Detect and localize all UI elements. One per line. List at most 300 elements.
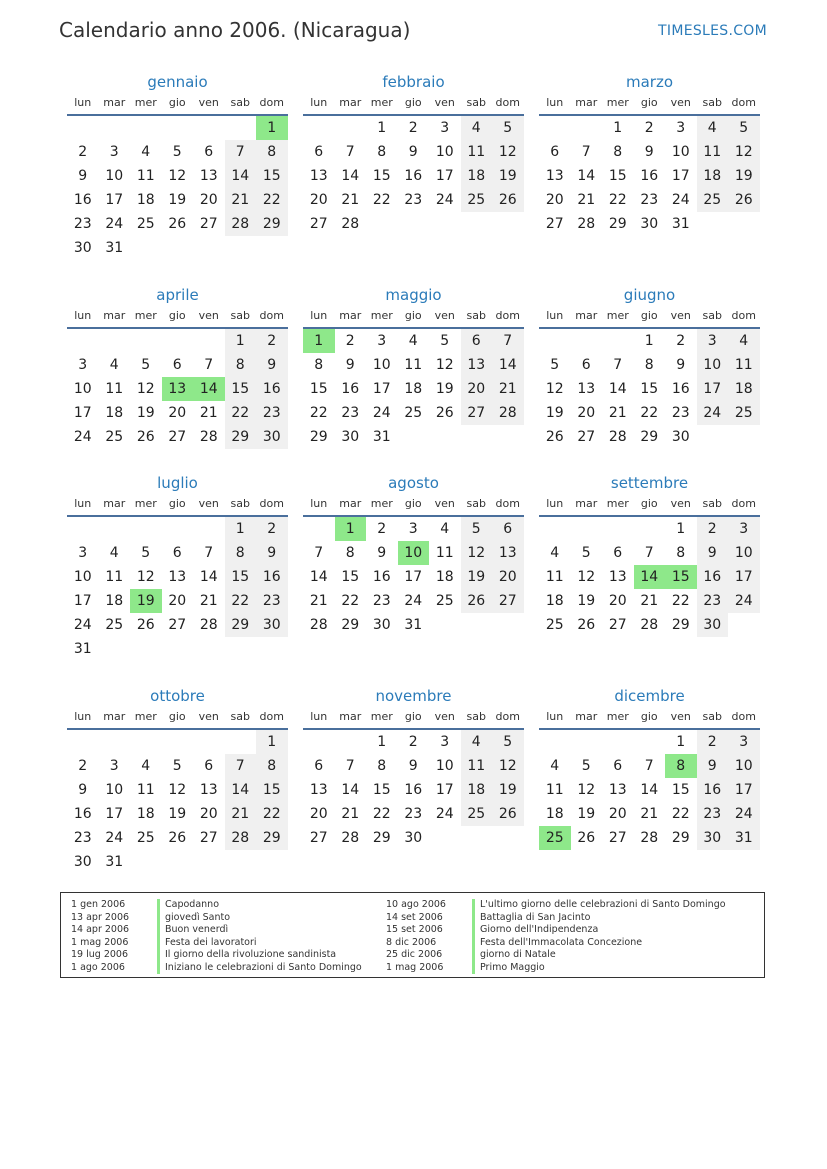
day-cell: 25: [461, 802, 493, 826]
day-cell: 5: [492, 116, 524, 140]
month-giugno: [539, 285, 760, 449]
day-cell: 24: [372, 405, 391, 421]
day-cell: 5: [728, 116, 760, 140]
week-row: [303, 565, 524, 589]
weekday-header: [303, 309, 524, 329]
day-cell: 16: [341, 381, 360, 397]
day-cell: 28: [577, 216, 596, 232]
weekday-label: gio: [168, 710, 186, 723]
legend-entry: [71, 962, 362, 975]
holiday-day-cell: 1: [256, 116, 288, 140]
weekday-header: [303, 96, 524, 116]
day-cell: 18: [461, 164, 493, 188]
day-cell: 15: [608, 168, 627, 184]
day-cell: 23: [640, 192, 659, 208]
holiday-day-cell: 19: [130, 589, 162, 613]
week-row: [539, 778, 760, 802]
day-cell: 7: [225, 754, 257, 778]
month-name: agosto: [388, 474, 439, 492]
week-row: [67, 329, 288, 353]
day-cell: 18: [136, 806, 155, 822]
day-cell: 21: [199, 593, 218, 609]
empty-day-cell: [130, 236, 162, 260]
day-cell: 24: [105, 216, 124, 232]
day-cell: 8: [345, 545, 355, 561]
empty-day-cell: [461, 826, 493, 850]
empty-day-cell: [193, 329, 225, 353]
empty-day-cell: [256, 637, 288, 661]
day-cell: 13: [461, 353, 493, 377]
week-row: [303, 826, 524, 850]
day-cell: 17: [73, 405, 92, 421]
weekday-label: sab: [230, 309, 250, 322]
legend-date: 13 apr 2006: [71, 911, 130, 923]
day-cell: 6: [461, 329, 493, 353]
day-cell: 29: [671, 617, 690, 633]
month-settembre: [539, 473, 760, 637]
empty-day-cell: [99, 329, 131, 353]
day-cell: 11: [105, 569, 124, 585]
empty-day-cell: [539, 116, 571, 140]
weekday-label: dom: [259, 710, 284, 723]
week-row: [539, 589, 760, 613]
weekday-label: dom: [495, 96, 520, 109]
day-cell: 19: [577, 806, 596, 822]
empty-day-cell: [130, 116, 162, 140]
day-cell: 6: [314, 758, 324, 774]
empty-day-cell: [697, 425, 729, 449]
day-cell: 30: [73, 240, 92, 256]
day-cell: 14: [640, 782, 659, 798]
weekday-label: mer: [370, 497, 393, 510]
day-cell: 15: [225, 565, 257, 589]
day-cell: 17: [404, 569, 423, 585]
day-cell: 17: [105, 192, 124, 208]
weekday-label: ven: [198, 497, 219, 510]
empty-day-cell: [634, 517, 666, 541]
empty-day-cell: [571, 116, 603, 140]
week-row: [303, 188, 524, 212]
day-cell: 10: [728, 754, 760, 778]
weekday-header: [539, 309, 760, 329]
empty-day-cell: [162, 116, 194, 140]
empty-day-cell: [602, 730, 634, 754]
brand-link[interactable]: TIMESLES.COM: [658, 23, 767, 39]
weekday-label: ven: [434, 710, 455, 723]
day-cell: 5: [550, 357, 560, 373]
day-cell: 22: [341, 593, 360, 609]
weekday-label: gio: [404, 497, 422, 510]
weekday-label: sab: [466, 710, 486, 723]
day-cell: 11: [136, 168, 155, 184]
day-cell: 17: [728, 565, 760, 589]
week-row: [539, 826, 760, 850]
week-row: [539, 517, 760, 541]
legend-column-right: [386, 899, 726, 974]
weekday-label: ven: [670, 309, 691, 322]
day-cell: 23: [671, 405, 690, 421]
day-cell: 22: [372, 806, 391, 822]
legend-date: 8 dic 2006: [386, 936, 437, 948]
day-cell: 7: [345, 758, 355, 774]
month-marzo: [539, 72, 760, 236]
day-cell: 6: [550, 144, 560, 160]
month-aprile: [67, 285, 288, 449]
empty-day-cell: [539, 517, 571, 541]
week-row: [67, 212, 288, 236]
week-row: [539, 329, 760, 353]
empty-day-cell: [162, 236, 194, 260]
weekday-label: ven: [670, 96, 691, 109]
day-cell: 6: [492, 517, 524, 541]
legend-entry: [71, 912, 362, 925]
month-name: novembre: [375, 687, 452, 705]
week-row: [67, 541, 288, 565]
day-cell: 16: [256, 565, 288, 589]
weekday-label: sab: [702, 497, 722, 510]
weekday-label: dom: [731, 710, 756, 723]
day-cell: 25: [697, 188, 729, 212]
empty-day-cell: [492, 826, 524, 850]
day-cell: 7: [345, 144, 355, 160]
week-row: [67, 826, 288, 850]
day-cell: 4: [550, 545, 560, 561]
day-cell: 18: [697, 164, 729, 188]
day-cell: 28: [309, 617, 328, 633]
legend-entry: [71, 899, 362, 912]
week-row: [303, 541, 524, 565]
day-cell: 31: [73, 641, 92, 657]
empty-day-cell: [162, 730, 194, 754]
day-cell: 30: [671, 429, 690, 445]
empty-day-cell: [67, 517, 99, 541]
weekday-label: mar: [339, 96, 362, 109]
day-cell: 2: [408, 734, 418, 750]
weekday-label: mar: [103, 710, 126, 723]
empty-day-cell: [429, 826, 461, 850]
weekday-label: ven: [434, 96, 455, 109]
empty-day-cell: [429, 613, 461, 637]
weekday-label: sab: [230, 497, 250, 510]
weekday-label: mer: [370, 309, 393, 322]
week-row: [539, 613, 760, 637]
day-cell: 13: [309, 168, 328, 184]
day-cell: 16: [697, 565, 729, 589]
day-cell: 24: [404, 593, 423, 609]
week-row: [67, 778, 288, 802]
day-cell: 15: [309, 381, 328, 397]
day-cell: 12: [136, 381, 155, 397]
day-cell: 1: [377, 120, 387, 136]
day-cell: 15: [671, 782, 690, 798]
legend-date: 14 apr 2006: [71, 924, 130, 935]
weekday-label: gio: [404, 96, 422, 109]
day-cell: 2: [345, 333, 355, 349]
empty-day-cell: [602, 329, 634, 353]
day-cell: 16: [73, 806, 92, 822]
week-row: [67, 730, 288, 754]
day-cell: 29: [225, 425, 257, 449]
day-cell: 19: [136, 405, 155, 421]
day-cell: 10: [728, 541, 760, 565]
empty-day-cell: [99, 517, 131, 541]
weekday-label: lun: [74, 96, 92, 109]
day-cell: 11: [728, 353, 760, 377]
empty-day-cell: [193, 116, 225, 140]
weekday-label: gio: [640, 497, 658, 510]
day-cell: 19: [492, 164, 524, 188]
week-row: [539, 353, 760, 377]
day-cell: 3: [78, 545, 88, 561]
empty-day-cell: [461, 212, 493, 236]
day-cell: 14: [341, 168, 360, 184]
day-cell: 15: [256, 164, 288, 188]
weekday-label: mer: [606, 497, 629, 510]
legend-date: 25 dic 2006: [386, 949, 443, 960]
weekday-label: dom: [495, 309, 520, 322]
empty-day-cell: [225, 116, 257, 140]
month-name: maggio: [385, 286, 442, 304]
day-cell: 28: [199, 617, 218, 633]
day-cell: 3: [440, 734, 450, 750]
day-cell: 16: [256, 377, 288, 401]
day-cell: 16: [404, 782, 423, 798]
day-cell: 26: [136, 617, 155, 633]
week-row: [67, 802, 288, 826]
weekday-label: sab: [702, 309, 722, 322]
empty-day-cell: [461, 613, 493, 637]
day-cell: 8: [314, 357, 324, 373]
weekday-label: mer: [370, 710, 393, 723]
day-cell: 11: [461, 754, 493, 778]
weekday-label: mar: [575, 309, 598, 322]
day-cell: 9: [345, 357, 355, 373]
empty-day-cell: [539, 730, 571, 754]
empty-day-cell: [429, 425, 461, 449]
day-cell: 22: [256, 802, 288, 826]
empty-day-cell: [697, 212, 729, 236]
day-cell: 29: [640, 429, 659, 445]
day-cell: 31: [105, 854, 124, 870]
day-cell: 12: [728, 140, 760, 164]
weekday-label: dom: [731, 96, 756, 109]
day-cell: 17: [105, 806, 124, 822]
weekday-label: gio: [640, 96, 658, 109]
day-cell: 12: [461, 541, 493, 565]
day-cell: 29: [256, 212, 288, 236]
day-cell: 20: [168, 593, 187, 609]
day-cell: 30: [404, 830, 423, 846]
empty-day-cell: [303, 517, 335, 541]
day-cell: 16: [73, 192, 92, 208]
legend-entry: [386, 962, 726, 975]
day-cell: 15: [256, 778, 288, 802]
week-row: [303, 164, 524, 188]
day-cell: 26: [461, 589, 493, 613]
day-cell: 10: [435, 144, 454, 160]
weekday-label: lun: [546, 497, 564, 510]
day-cell: 24: [73, 429, 92, 445]
weekday-label: dom: [259, 309, 284, 322]
empty-day-cell: [225, 730, 257, 754]
day-cell: 11: [545, 782, 564, 798]
day-cell: 17: [671, 168, 690, 184]
day-cell: 14: [577, 168, 596, 184]
day-cell: 17: [435, 168, 454, 184]
empty-day-cell: [571, 517, 603, 541]
day-cell: 12: [492, 754, 524, 778]
day-cell: 7: [644, 758, 654, 774]
empty-day-cell: [225, 850, 257, 874]
empty-day-cell: [162, 329, 194, 353]
day-cell: 23: [404, 806, 423, 822]
legend-date: 1 mag 2006: [71, 936, 129, 948]
empty-day-cell: [539, 329, 571, 353]
weekday-label: lun: [310, 309, 328, 322]
day-cell: 6: [314, 144, 324, 160]
day-cell: 27: [168, 429, 187, 445]
day-cell: 9: [408, 758, 418, 774]
day-cell: 8: [256, 140, 288, 164]
day-cell: 27: [608, 830, 627, 846]
day-cell: 5: [141, 545, 151, 561]
day-cell: 25: [404, 405, 423, 421]
month-name: settembre: [610, 474, 689, 492]
day-cell: 5: [172, 144, 182, 160]
weekday-header: [303, 710, 524, 730]
month-name: marzo: [625, 73, 674, 91]
day-cell: 23: [256, 401, 288, 425]
day-cell: 19: [461, 565, 493, 589]
week-row: [67, 754, 288, 778]
legend-date: 15 set 2006: [386, 924, 443, 935]
day-cell: 17: [435, 782, 454, 798]
day-cell: 20: [577, 405, 596, 421]
day-cell: 23: [697, 802, 729, 826]
weekday-label: lun: [74, 497, 92, 510]
day-cell: 18: [105, 593, 124, 609]
day-cell: 9: [78, 782, 88, 798]
week-row: [303, 377, 524, 401]
day-cell: 10: [105, 782, 124, 798]
month-name: luglio: [157, 474, 198, 492]
day-cell: 20: [168, 405, 187, 421]
day-cell: 10: [73, 569, 92, 585]
day-cell: 2: [256, 517, 288, 541]
day-cell: 20: [199, 192, 218, 208]
day-cell: 28: [492, 401, 524, 425]
day-cell: 15: [372, 782, 391, 798]
day-cell: 23: [73, 830, 92, 846]
legend-holiday-name: Battaglia di San Jacinto: [472, 912, 590, 925]
day-cell: 9: [377, 545, 387, 561]
day-cell: 20: [608, 806, 627, 822]
weekday-label: sab: [466, 497, 486, 510]
day-cell: 16: [697, 778, 729, 802]
day-cell: 12: [492, 140, 524, 164]
day-cell: 26: [728, 188, 760, 212]
week-row: [303, 140, 524, 164]
holiday-day-cell: 14: [634, 565, 666, 589]
weekday-label: ven: [198, 309, 219, 322]
day-cell: 6: [581, 357, 591, 373]
day-cell: 5: [141, 357, 151, 373]
day-cell: 8: [377, 144, 387, 160]
empty-day-cell: [398, 425, 430, 449]
day-cell: 28: [341, 216, 360, 232]
empty-day-cell: [728, 425, 760, 449]
weekday-header: [539, 96, 760, 116]
empty-day-cell: [193, 730, 225, 754]
month-febbraio: [303, 72, 524, 236]
day-cell: 21: [341, 806, 360, 822]
day-cell: 20: [492, 565, 524, 589]
weekday-label: mer: [606, 309, 629, 322]
day-cell: 25: [136, 216, 155, 232]
month-ottobre: [67, 686, 288, 874]
day-cell: 30: [697, 613, 729, 637]
day-cell: 22: [309, 405, 328, 421]
empty-day-cell: [162, 850, 194, 874]
weekday-header: [67, 309, 288, 329]
day-cell: 25: [105, 429, 124, 445]
day-cell: 26: [492, 188, 524, 212]
day-cell: 29: [225, 613, 257, 637]
weekday-label: mar: [575, 96, 598, 109]
month-name: ottobre: [150, 687, 205, 705]
empty-day-cell: [99, 116, 131, 140]
empty-day-cell: [335, 730, 367, 754]
day-cell: 12: [435, 357, 454, 373]
day-cell: 1: [377, 734, 387, 750]
legend-holiday-name: Festa dell'Immacolata Concezione: [472, 937, 642, 950]
legend-entry: [71, 924, 362, 937]
weekday-label: sab: [230, 96, 250, 109]
month-gennaio: [67, 72, 288, 260]
day-cell: 9: [644, 144, 654, 160]
day-cell: 20: [309, 806, 328, 822]
week-row: [67, 850, 288, 874]
day-cell: 4: [550, 758, 560, 774]
day-cell: 6: [204, 758, 214, 774]
day-cell: 31: [728, 826, 760, 850]
empty-day-cell: [67, 730, 99, 754]
day-cell: 13: [199, 168, 218, 184]
week-row: [67, 188, 288, 212]
day-cell: 26: [136, 429, 155, 445]
day-cell: 28: [199, 429, 218, 445]
day-cell: 18: [545, 593, 564, 609]
week-row: [67, 589, 288, 613]
day-cell: 20: [461, 377, 493, 401]
holiday-day-cell: 1: [335, 517, 367, 541]
day-cell: 12: [168, 168, 187, 184]
day-cell: 19: [492, 778, 524, 802]
day-cell: 5: [492, 730, 524, 754]
day-cell: 6: [613, 545, 623, 561]
week-row: [67, 637, 288, 661]
weekday-label: ven: [670, 710, 691, 723]
empty-day-cell: [67, 329, 99, 353]
day-cell: 20: [608, 593, 627, 609]
empty-day-cell: [256, 236, 288, 260]
day-cell: 31: [372, 429, 391, 445]
legend-entry: [71, 949, 362, 962]
day-cell: 3: [109, 144, 119, 160]
day-cell: 30: [341, 429, 360, 445]
day-cell: 16: [372, 569, 391, 585]
week-row: [303, 116, 524, 140]
